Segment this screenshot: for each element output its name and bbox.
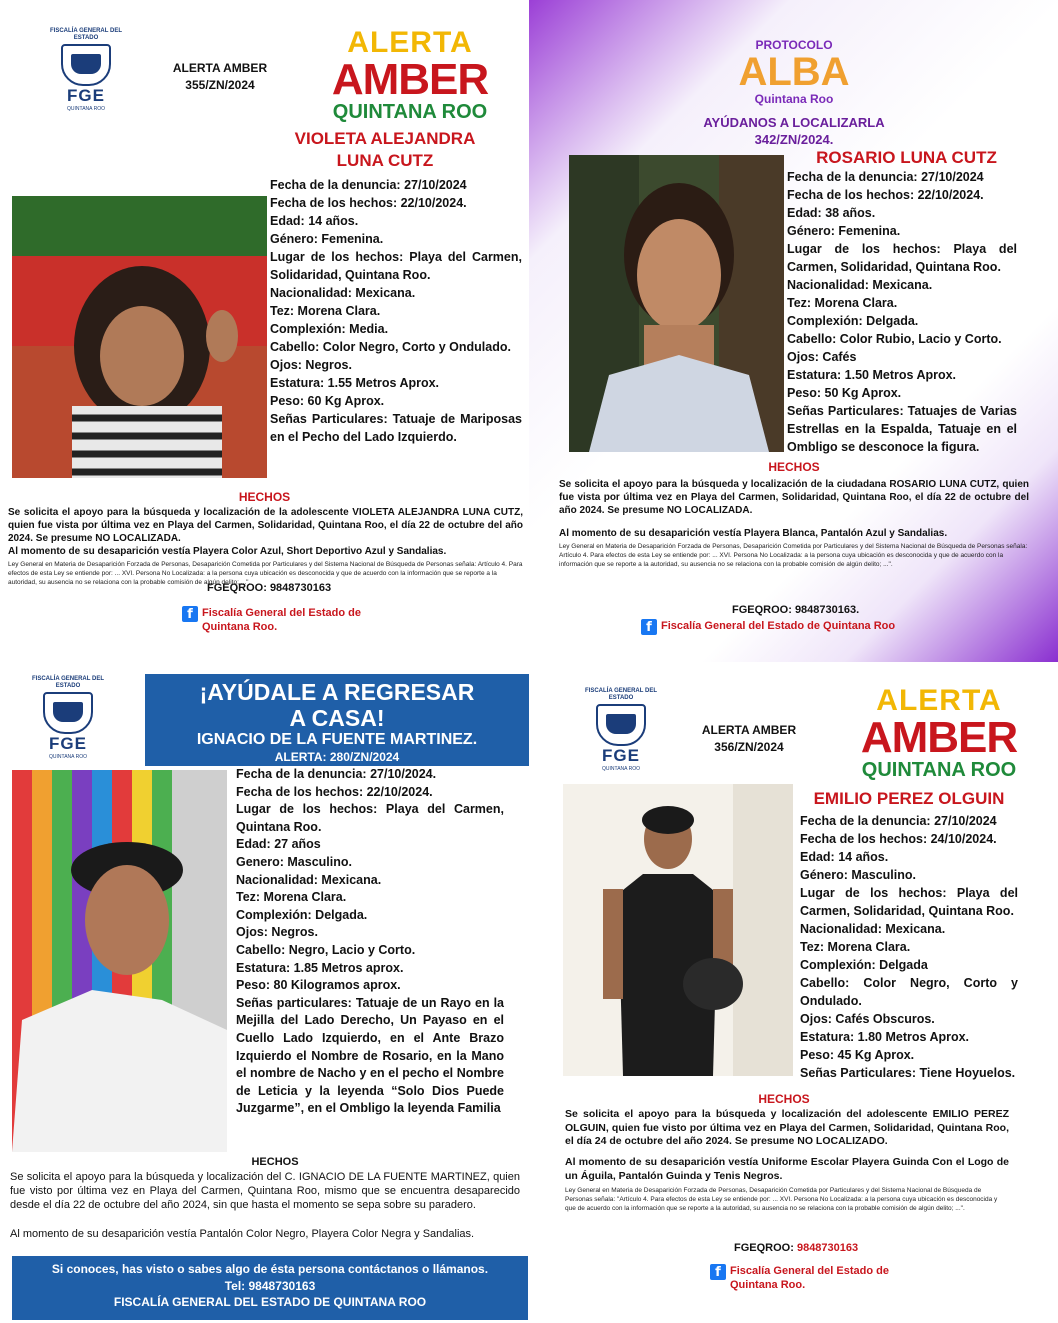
hechos-heading: HECHOS — [251, 1156, 299, 1168]
banner: ¡AYÚDALE A REGRESAR A CASA! IGNACIO DE LA FUENTE MARTINEZ. ALERTA: 280/ZN/2024 — [145, 674, 529, 766]
legal-text: Ley General en Materia de Desaparición Forzada de Personas, Desaparición Cometida por Particulares y del Sistema Nacional de Búsqueda de Personas señala: "Artículo 4. Para efectos de esta Ley se entiende por: ... XVI. Persona No Localizada: a la persona cuya ubicación es desconocida y que de acuerdo con la información que se reporte a la autoridad, su ausencia no se relaciona con la probable comisión de algún delito; ...". — [565, 1187, 998, 1212]
hechos-paragraph: Se solicita el apoyo para la búsqueda y localización de la ciudadana ROSARIO LUNA CUTZ, quien fue vista por última vez en Playa del Carmen, Solidaridad, Quintana Roo, el día 22 de octubre del año 2024. Se presume NO LOCALIZADA. — [559, 479, 1029, 516]
facebook-link[interactable]: f Fiscalía General del Estado de Quintana Roo — [641, 619, 895, 635]
alert-label: ALERTA AMBER 356/ZN/2024 — [701, 723, 797, 754]
alert-label: ALERTA AMBER 355/ZN/2024 — [172, 61, 268, 92]
alba-logo: PROTOCOLO ALBA Quintana Roo — [738, 38, 850, 106]
clothing-paragraph: Al momento de su desaparición vestía Playera Color Azul, Short Deportivo Azul y Sandalias. — [8, 546, 447, 557]
hechos-paragraph: Se solicita el apoyo para la búsqueda y localización de la adolescente VIOLETA ALEJANDRA LUNA CUTZ, quien fue vista por última vez en Playa del Carmen, Solidaridad, Quintana Roo, el día 22 de octubre del año 2024. Se presume NO LOCALIZADA. — [8, 507, 523, 544]
clothing-paragraph: Al momento de su desaparición vestía Pantalón Color Negro, Playera Color Negra y Sandalias. — [10, 1228, 475, 1240]
facebook-icon: f — [641, 619, 657, 635]
person-photo — [569, 155, 784, 452]
person-name: EMILIO PEREZ OLGUIN — [813, 789, 1005, 808]
clothing-paragraph: Al momento de su desaparición vestía Uniforme Escolar Playera Guinda Con el Logo de un Águila, Pantalón Guinda y Tenis Negros. — [565, 1156, 1009, 1182]
person-photo — [12, 196, 267, 478]
person-photo — [563, 784, 793, 1076]
poster-ignacio — [0, 662, 529, 1323]
person-details: Fecha de la denuncia: 27/10/2024 Fecha de los hechos: 22/10/2024. Edad: 38 años. Género: Femenina. Lugar de los hechos: Playa del Carmen, Solidaridad, Quintana Roo. Nacionalidad: Mexicana. Tez: Morena Clara. Complexión: Delgada. Cabello: Color Rubio, Lacio y Corto. Ojos: Cafés Estatura: 1.50 Metros Aprox. Peso: 50 Kg Aprox. Señas Particulares: Tatuajes de Varias Estrellas en la Espalda, Tatuaje en el Ombligo se desconoce la figura. — [787, 170, 1017, 454]
fge-logo: FISCALÍA GENERAL DEL ESTADO FGE QUINTANA ROO — [49, 28, 122, 112]
contact-footer: Si conoces, has visto o sabes algo de ésta persona contáctanos o llámanos. Tel: 9848730163 FISCALÍA GENERAL DEL ESTADO DE QUINTANA ROO — [12, 1256, 528, 1320]
amber-logo: ALERTA AMBER QUINTANA ROO — [331, 26, 489, 123]
person-name: ROSARIO LUNA CUTZ — [816, 148, 997, 167]
legal-text: Ley General en Materia de Desaparición Forzada de Personas, Desaparición Cometida por Particulares y del Sistema Nacional de Búsqueda de Personas señala: Artículo 4. Para efectos de esta Ley se entiende por: ... XVI. Persona No Localizada: a la persona cuya ubicación es desconocida y que de acuerdo con la información que se reporte a la autoridad, su ausencia no se relaciona con la probable comisión de algún delito; ...". — [559, 543, 1028, 568]
poster-violeta — [0, 0, 529, 662]
person-details: Fecha de la denuncia: 27/10/2024 Fecha de los hechos: 24/10/2024. Edad: 14 años. Género: Masculino. Lugar de los hechos: Playa del Carmen, Solidaridad, Quintana Roo. Nacionalidad: Mexicana. Tez: Morena Clara. Complexión: Delgada Cabello: Color Negro, Corto y Ondulado. Ojos: Cafés Obscuros. Estatura: 1.80 Metros Aprox. Peso: 45 Kg Aprox. Señas Particulares: Tiene Hoyuelos. — [800, 814, 1018, 1080]
poster-rosario — [529, 0, 1058, 662]
fge-logo: FISCALÍA GENERAL DEL ESTADO FGE QUINTANA ROO — [584, 688, 657, 772]
legal-text: Ley General en Materia de Desaparición Forzada de Personas, Desaparición Cometida por Particulares y del Sistema Nacional de Búsqueda de Personas señala: Artículo 4. Para efectos de esta Ley se entiende por: ... XVI. Persona No Localizada: a la persona cuya ubicación es desconocida y que de acuerdo con la información que se reporte a la autoridad, su ausencia no se relaciona con la probable comisión de algún delito; ...". — [8, 561, 523, 586]
help-heading: AYÚDANOS A LOCALIZARLA 342/ZN/2024. — [703, 115, 885, 147]
facebook-link[interactable]: f Fiscalía General del Estado de Quintana Roo. — [182, 606, 361, 634]
clothing-paragraph: Al momento de su desaparición vestía Playera Blanca, Pantalón Azul y Sandalias. — [559, 528, 948, 539]
fge-logo: FISCALÍA GENERAL DEL ESTADO FGE QUINTANA ROO — [31, 676, 104, 760]
hechos-paragraph: Se solicita el apoyo para la búsqueda y localización del C. IGNACIO DE LA FUENTE MARTINEZ, quien fue visto por última vez en Playa del Carmen, Quintana Roo, mismo que se encuentra desaparecido desde el día 22 de octubre del año 2024, sin que hasta el momento se sepa sobre su paradero. — [10, 1171, 520, 1211]
person-details: Fecha de la denuncia: 27/10/2024 Fecha de los hechos: 22/10/2024. Edad: 14 años. Género: Femenina. Lugar de los hechos: Playa del Carmen, Solidaridad, Quintana Roo. Nacionalidad: Mexicana. Tez: Morena Clara. Complexión: Media. Cabello: Color Negro, Corto y Ondulado. Ojos: Negros. Estatura: 1.55 Metros Aprox. Peso: 60 Kg Aprox. Señas Particulares: Tatuaje de Mariposas en el Pecho del Lado Izquierdo. — [270, 178, 522, 444]
phone-number: FGEQROO: 9848730163. — [732, 604, 860, 616]
poster-emilio — [529, 662, 1058, 1323]
hechos-heading: HECHOS — [238, 490, 291, 504]
shield-icon — [596, 704, 646, 746]
person-photo — [12, 770, 227, 1152]
hechos-paragraph: Se solicita el apoyo para la búsqueda y localización del adolescente EMILIO PEREZ OLGUIN, quien fue visto por última vez en Playa del Carmen, Solidaridad, Quintana Roo, el día 24 de octubre del año 2024. Se presume NO LOCALIZADO. — [565, 1108, 1009, 1147]
facebook-icon: f — [710, 1264, 726, 1280]
phone-number: FGEQROO: 9848730163 — [734, 1242, 859, 1254]
facebook-icon: f — [182, 606, 198, 622]
amber-logo: ALERTA AMBER QUINTANA ROO — [860, 684, 1018, 781]
person-details: Fecha de la denuncia: 27/10/2024. Fecha de los hechos: 22/10/2024. Lugar de los hechos: Playa del Carmen, Quintana Roo. Edad: 27 años Genero: Masculino. Nacionalidad: Mexicana. Tez: Morena Clara. Complexión: Delgada. Ojos: Negros. Cabello: Negro, Lacio y Corto. Estatura: 1.85 Metros aprox. Peso: 80 Kilogramos aprox. Señas particulares: Tatuaje de un Rayo en la Mejilla del Lado Derecho, Un Payaso en el Cuello Lado Izquierdo, en el Ante Brazo Izquierdo el Nombre de Rosario, en la Mano el nombre de Nacho y en el pecho el Nombre de Leticia y la leyenda “Solo Dios Puede Juzgarme”, en el Ombligo la leyenda Familia — [236, 767, 504, 1116]
hechos-heading: HECHOS — [768, 460, 820, 474]
shield-icon — [43, 692, 93, 734]
hechos-heading: HECHOS — [758, 1092, 810, 1106]
shield-icon — [61, 44, 111, 86]
person-name: VIOLETA ALEJANDRA LUNA CUTZ — [294, 129, 476, 170]
facebook-link[interactable]: f Fiscalía General del Estado de Quintana Roo. — [710, 1264, 889, 1292]
phone-number: FGEQROO: 9848730163 — [207, 582, 332, 594]
